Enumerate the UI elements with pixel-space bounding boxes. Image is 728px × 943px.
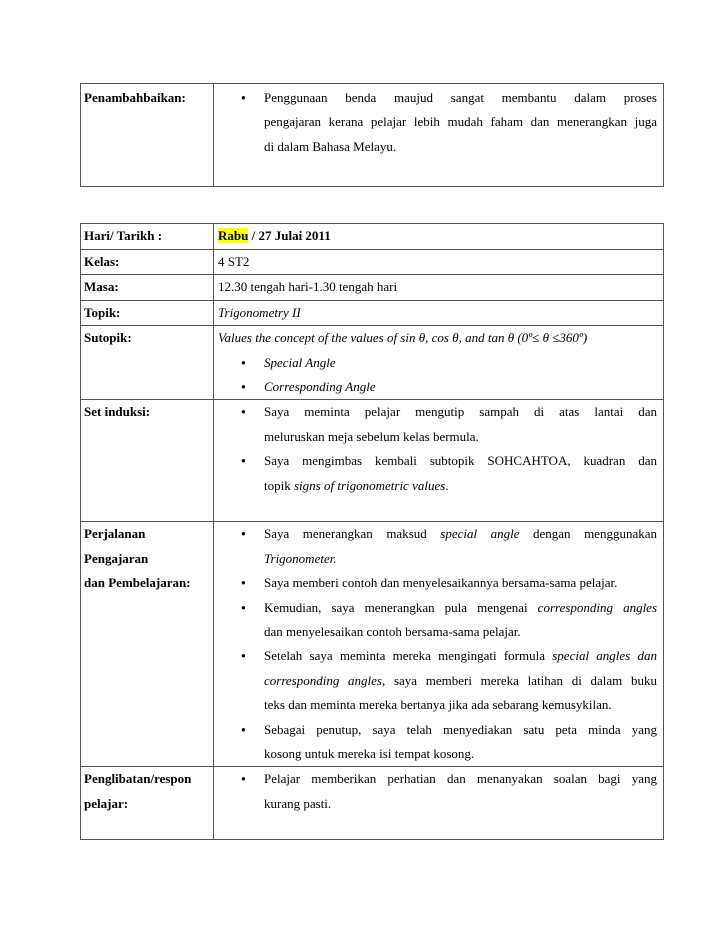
response-line-1: ● Pelajar memberikan perhatian dan menanyakan soalan bagi yang: [264, 771, 657, 787]
response-label-cell: [81, 767, 214, 840]
process-label-1: Perjalanan: [84, 526, 146, 542]
process-b4-text-d: , saya memberi mereka latihan di dalam buku: [382, 672, 657, 688]
process-bullet-3: [218, 596, 657, 645]
process-bullet-2: [218, 571, 657, 595]
response-label-1: Penglibatan/respon: [84, 771, 192, 787]
subtopic-row: [81, 326, 664, 400]
time-value-cell: [214, 275, 664, 301]
process-b1-line-2: Trigonometer.: [264, 550, 337, 566]
induction-label: Set induksi:: [84, 404, 151, 420]
induction-row: [81, 400, 664, 522]
process-label-cell: [81, 522, 214, 767]
response-row: [81, 767, 664, 840]
topic-value: Trigonometry II: [218, 304, 301, 320]
induction-bullet-2: [218, 449, 657, 498]
process-b1-line-1: [264, 522, 657, 546]
process-b2-line-1: ● Saya memberi contoh dan menyelesaikannya bersama-sama pelajar.: [264, 575, 618, 591]
process-b4-text-a: Setelah saya meminta mereka mengingati formula: [264, 648, 553, 664]
process-b4-line-3: teks dan meminta mereka bertanya jika ada sebarang kemusykilan.: [264, 697, 612, 713]
process-b1-text-a: Saya menerangkan maksud: [264, 526, 441, 542]
process-b4-line-1: [264, 644, 657, 668]
process-label-3: dan Pembelajaran:: [84, 575, 191, 591]
subtopic-value-cell: [214, 326, 664, 400]
class-value: 4 ST2: [218, 253, 250, 269]
process-b3-line-2: dan menyelesaikan contoh bersama-sama pelajar.: [264, 623, 521, 639]
subtopic-label-cell: [81, 326, 214, 400]
process-b1-text-b: special angle: [440, 526, 520, 542]
process-row: [81, 522, 664, 767]
induction-b1-line-2: meluruskan meja sebelum kelas bermula.: [264, 428, 479, 444]
process-bullet-1: [218, 522, 657, 571]
time-label-cell: [81, 275, 214, 301]
day-row: [81, 224, 664, 250]
process-b3-text-a: Kemudian, saya menerangkan pula mengenai: [264, 599, 538, 615]
topic-label-cell: [81, 300, 214, 326]
induction-value-cell: [214, 400, 664, 522]
process-b1-text-c: dengan menggunakan: [519, 526, 657, 542]
time-label: Masa:: [84, 279, 119, 294]
time-value: 12.30 tengah hari-1.30 tengah hari: [218, 279, 398, 294]
improvement-line-3: di dalam Bahasa Melayu.: [264, 138, 397, 154]
day-highlight: Rabu: [218, 228, 249, 243]
process-b3-line-1: [264, 596, 657, 620]
induction-b2-line-1: ● Saya mengimbas kembali subtopik SOHCAHTOA, kuadran dan: [264, 453, 657, 469]
topic-row: [81, 300, 664, 326]
class-value-cell: [214, 249, 664, 275]
process-b4-text-b: special angles dan: [552, 648, 657, 664]
process-label-2: Pengajaran: [84, 550, 149, 566]
improvement-line-2: pengajaran kerana pelajar lebih mudah faham dan menerangkan juga: [264, 114, 657, 130]
induction-b2-text-b: signs of trigonometric values: [293, 477, 446, 493]
class-label: Kelas:: [84, 253, 120, 269]
response-label-2: pelajar:: [84, 795, 129, 811]
response-bullet: [218, 767, 657, 816]
process-b5-line-1: ● Sebagai penutup, saya telah menyediakan satu peta minda yang: [264, 721, 657, 737]
topic-value-cell: [214, 300, 664, 326]
process-bullet-4: [218, 644, 657, 717]
day-label-cell: [81, 224, 214, 250]
class-label-cell: [81, 249, 214, 275]
induction-label-cell: [81, 400, 214, 522]
improvement-table: [80, 83, 664, 187]
response-line-2: kurang pasti.: [264, 795, 332, 811]
improvement-line-1: ● Penggunaan benda maujud sangat membantu dalam proses: [264, 90, 657, 105]
induction-b1-line-1: ● Saya meminta pelajar mengutip sampah di atas lantai dan: [264, 404, 657, 420]
response-value-cell: [214, 767, 664, 840]
day-label: Hari/ Tarikh :: [84, 228, 163, 243]
day-value-cell: [214, 224, 664, 250]
improvement-value-cell: [214, 84, 664, 187]
induction-b2-text-c: .: [445, 477, 449, 493]
improvement-label-cell: [81, 84, 214, 187]
subtopic-value: Values the concept of the values of sin θ, cos θ, and tan θ (0º≤ θ ≤360º): [218, 330, 588, 345]
process-b4-line-2: [264, 669, 657, 693]
improvement-row: [81, 84, 664, 187]
improvement-label: Penambahbaikan:: [84, 90, 186, 105]
topic-label: Topik:: [84, 304, 121, 320]
subtopic-item-2: ● Corresponding Angle: [218, 375, 657, 399]
process-b4-text-c: corresponding angles: [264, 672, 382, 688]
subtopic-item-1: ● Special Angle: [218, 351, 657, 375]
process-bullet-5: [218, 718, 657, 767]
induction-bullet-1: [218, 400, 657, 449]
date-text: / 27 Julai 2011: [248, 228, 331, 243]
time-row: [81, 275, 664, 301]
induction-b2-text-a: topik: [264, 477, 294, 493]
process-b3-text-b: corresponding angles: [537, 599, 658, 615]
induction-b2-line-2: [264, 474, 657, 498]
day-date: [218, 224, 657, 249]
process-b5-line-2: kosong untuk mereka isi tempat kosong.: [264, 745, 475, 761]
process-value-cell: [214, 522, 664, 767]
class-row: [81, 249, 664, 275]
lesson-table: [80, 223, 664, 840]
improvement-bullet: [218, 86, 657, 159]
subtopic-label: Sutopik:: [84, 330, 132, 345]
